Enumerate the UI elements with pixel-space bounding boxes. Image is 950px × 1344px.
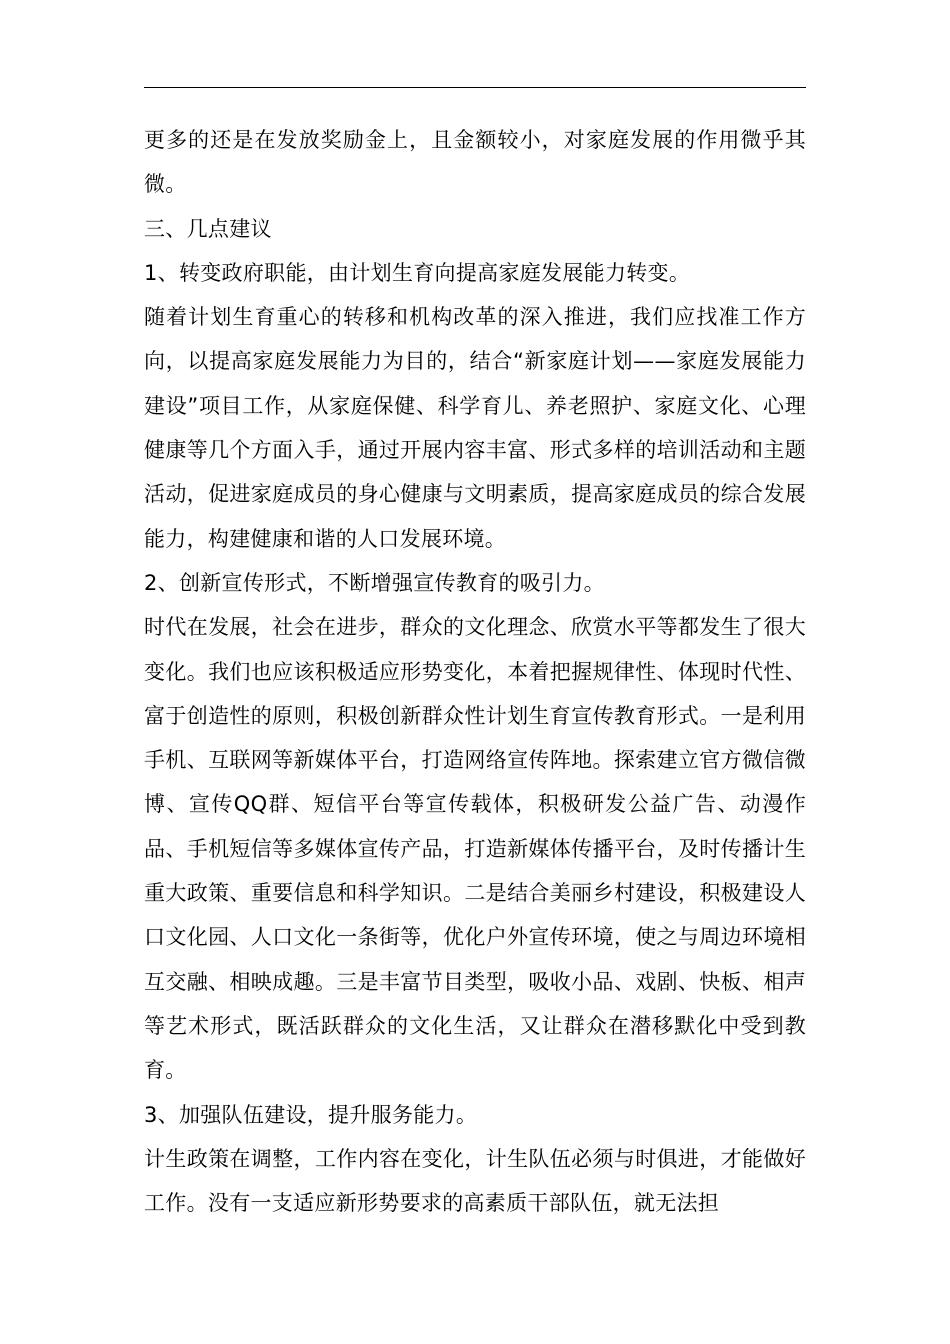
- section-heading: 三、几点建议: [144, 216, 272, 241]
- header-rule: [144, 87, 806, 88]
- paragraph-2: 时代在发展，社会在进步，群众的文化理念、欣赏水平等都发生了很大变化。我们也应该积极适应形势变化，本着把握规律性、体现时代性、富于创造性的原则，积极创新群众性计划生育宣传教育形式。一是利用手机、互联网等新媒体平台，打造网络宣传阵地。探索建立官方微信微博、宣传QQ群、短信平台等宣传载体，积极研发公益广告、动漫作品、手机短信等多媒体宣传产品，打造新媒体传播平台，及时传播计生重大政策、重要信息和科学知识。二是结合美丽乡村建设，积极建设人口文化园、人口文化一条街等，优化户外宣传环境，使之与周边环境相互交融、相映成趣。三是丰富节目类型，吸收小品、戏剧、快板、相声等艺术形式，既活跃群众的文化生活，又让群众在潜移默化中受到教育。: [144, 615, 806, 1083]
- paragraph-continuation: 更多的还是在发放奖励金上，且金额较小，对家庭发展的作用微乎其微。: [144, 128, 806, 197]
- subheading-3: 3、加强队伍建设，提升服务能力。: [144, 1102, 478, 1127]
- paragraph-3: 计生政策在调整，工作内容在变化，计生队伍必须与时俱进，才能做好工作。没有一支适应新形势要求的高素质干部队伍，就无法担: [144, 1146, 806, 1216]
- subheading-1: 1、转变政府职能，由计划生育向提高家庭发展能力转变。: [144, 260, 691, 285]
- document-body: [144, 118, 806, 1225]
- subheading-2: 2、创新宣传形式，不断增强宣传教育的吸引力。: [144, 570, 605, 595]
- paragraph-1: 随着计划生育重心的转移和机构改革的深入推进，我们应找准工作方向，以提高家庭发展能力为目的，结合“新家庭计划——家庭发展能力建设”项目工作，从家庭保健、科学育儿、养老照护、家庭文化、心理健康等几个方面入手，通过开展内容丰富、形式多样的培训活动和主题活动，促进家庭成员的身心健康与文明素质，提高家庭成员的综合发展能力，构建健康和谐的人口发展环境。: [144, 305, 806, 551]
